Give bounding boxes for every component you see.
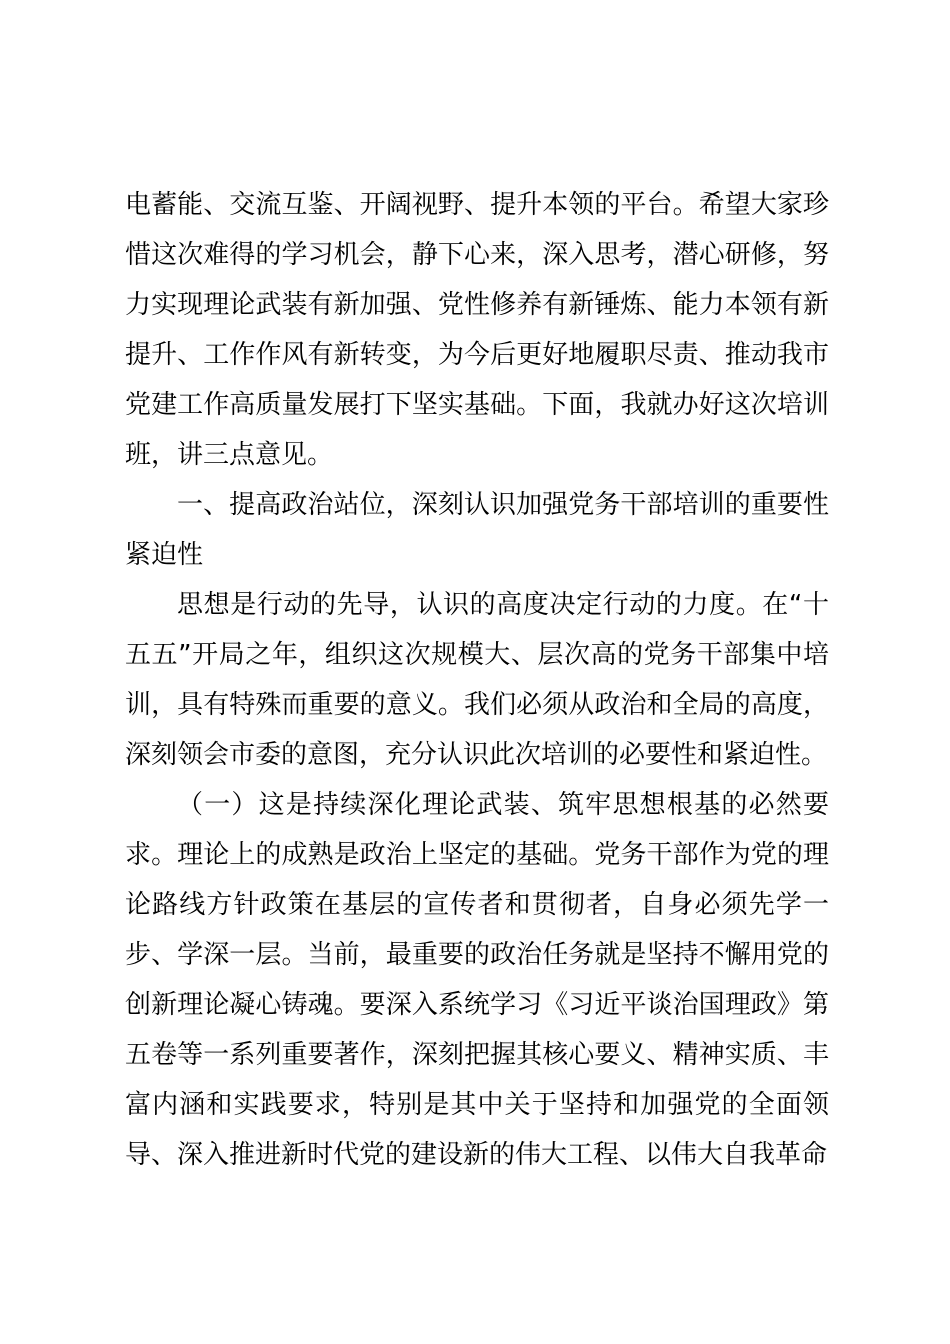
document-text-block	[125, 180, 829, 1180]
section-1-intro-paragraph: 思想是行动的先导，认识的高度决定行动的力度。在“十五五”开局之年，组织这次规模大、层次高的党务干部集中培训，具有特殊而重要的意义。我们必须从政治和全局的高度，深刻领会市委的意图，充分认识此次培训的必要性和紧迫性。	[125, 590, 829, 770]
continuation-paragraph: 电蓄能、交流互鉴、开阔视野、提升本领的平台。希望大家珍惜这次难得的学习机会，静下心来，深入思考，潜心研修，努力实现理论武装有新加强、党性修养有新锤炼、能力本领有新提升、工作作风有新转变，为今后更好地履职尽责、推动我市党建工作高质量发展打下坚实基础。下面，我就办好这次培训班，讲三点意见。	[125, 190, 829, 470]
section-heading-1: 一、提高政治站位，深刻认识加强党务干部培训的重要性紧迫性	[125, 490, 829, 570]
section-1-point-1-paragraph: （一）这是持续深化理论武装、筑牢思想根基的必然要求。理论上的成熟是政治上坚定的基础。党务干部作为党的理论路线方针政策在基层的宣传者和贯彻者，自身必须先学一步、学深一层。当前，最重要的政治任务就是坚持不懈用党的创新理论凝心铸魂。要深入系统学习《习近平谈治国理政》第五卷等一系列重要著作，深刻把握其核心要义、精神实质、丰富内涵和实践要求，特别是其中关于坚持和加强党的全面领导、深入推进新时代党的建设新的伟大工程、以伟大自我革命	[125, 790, 829, 1170]
